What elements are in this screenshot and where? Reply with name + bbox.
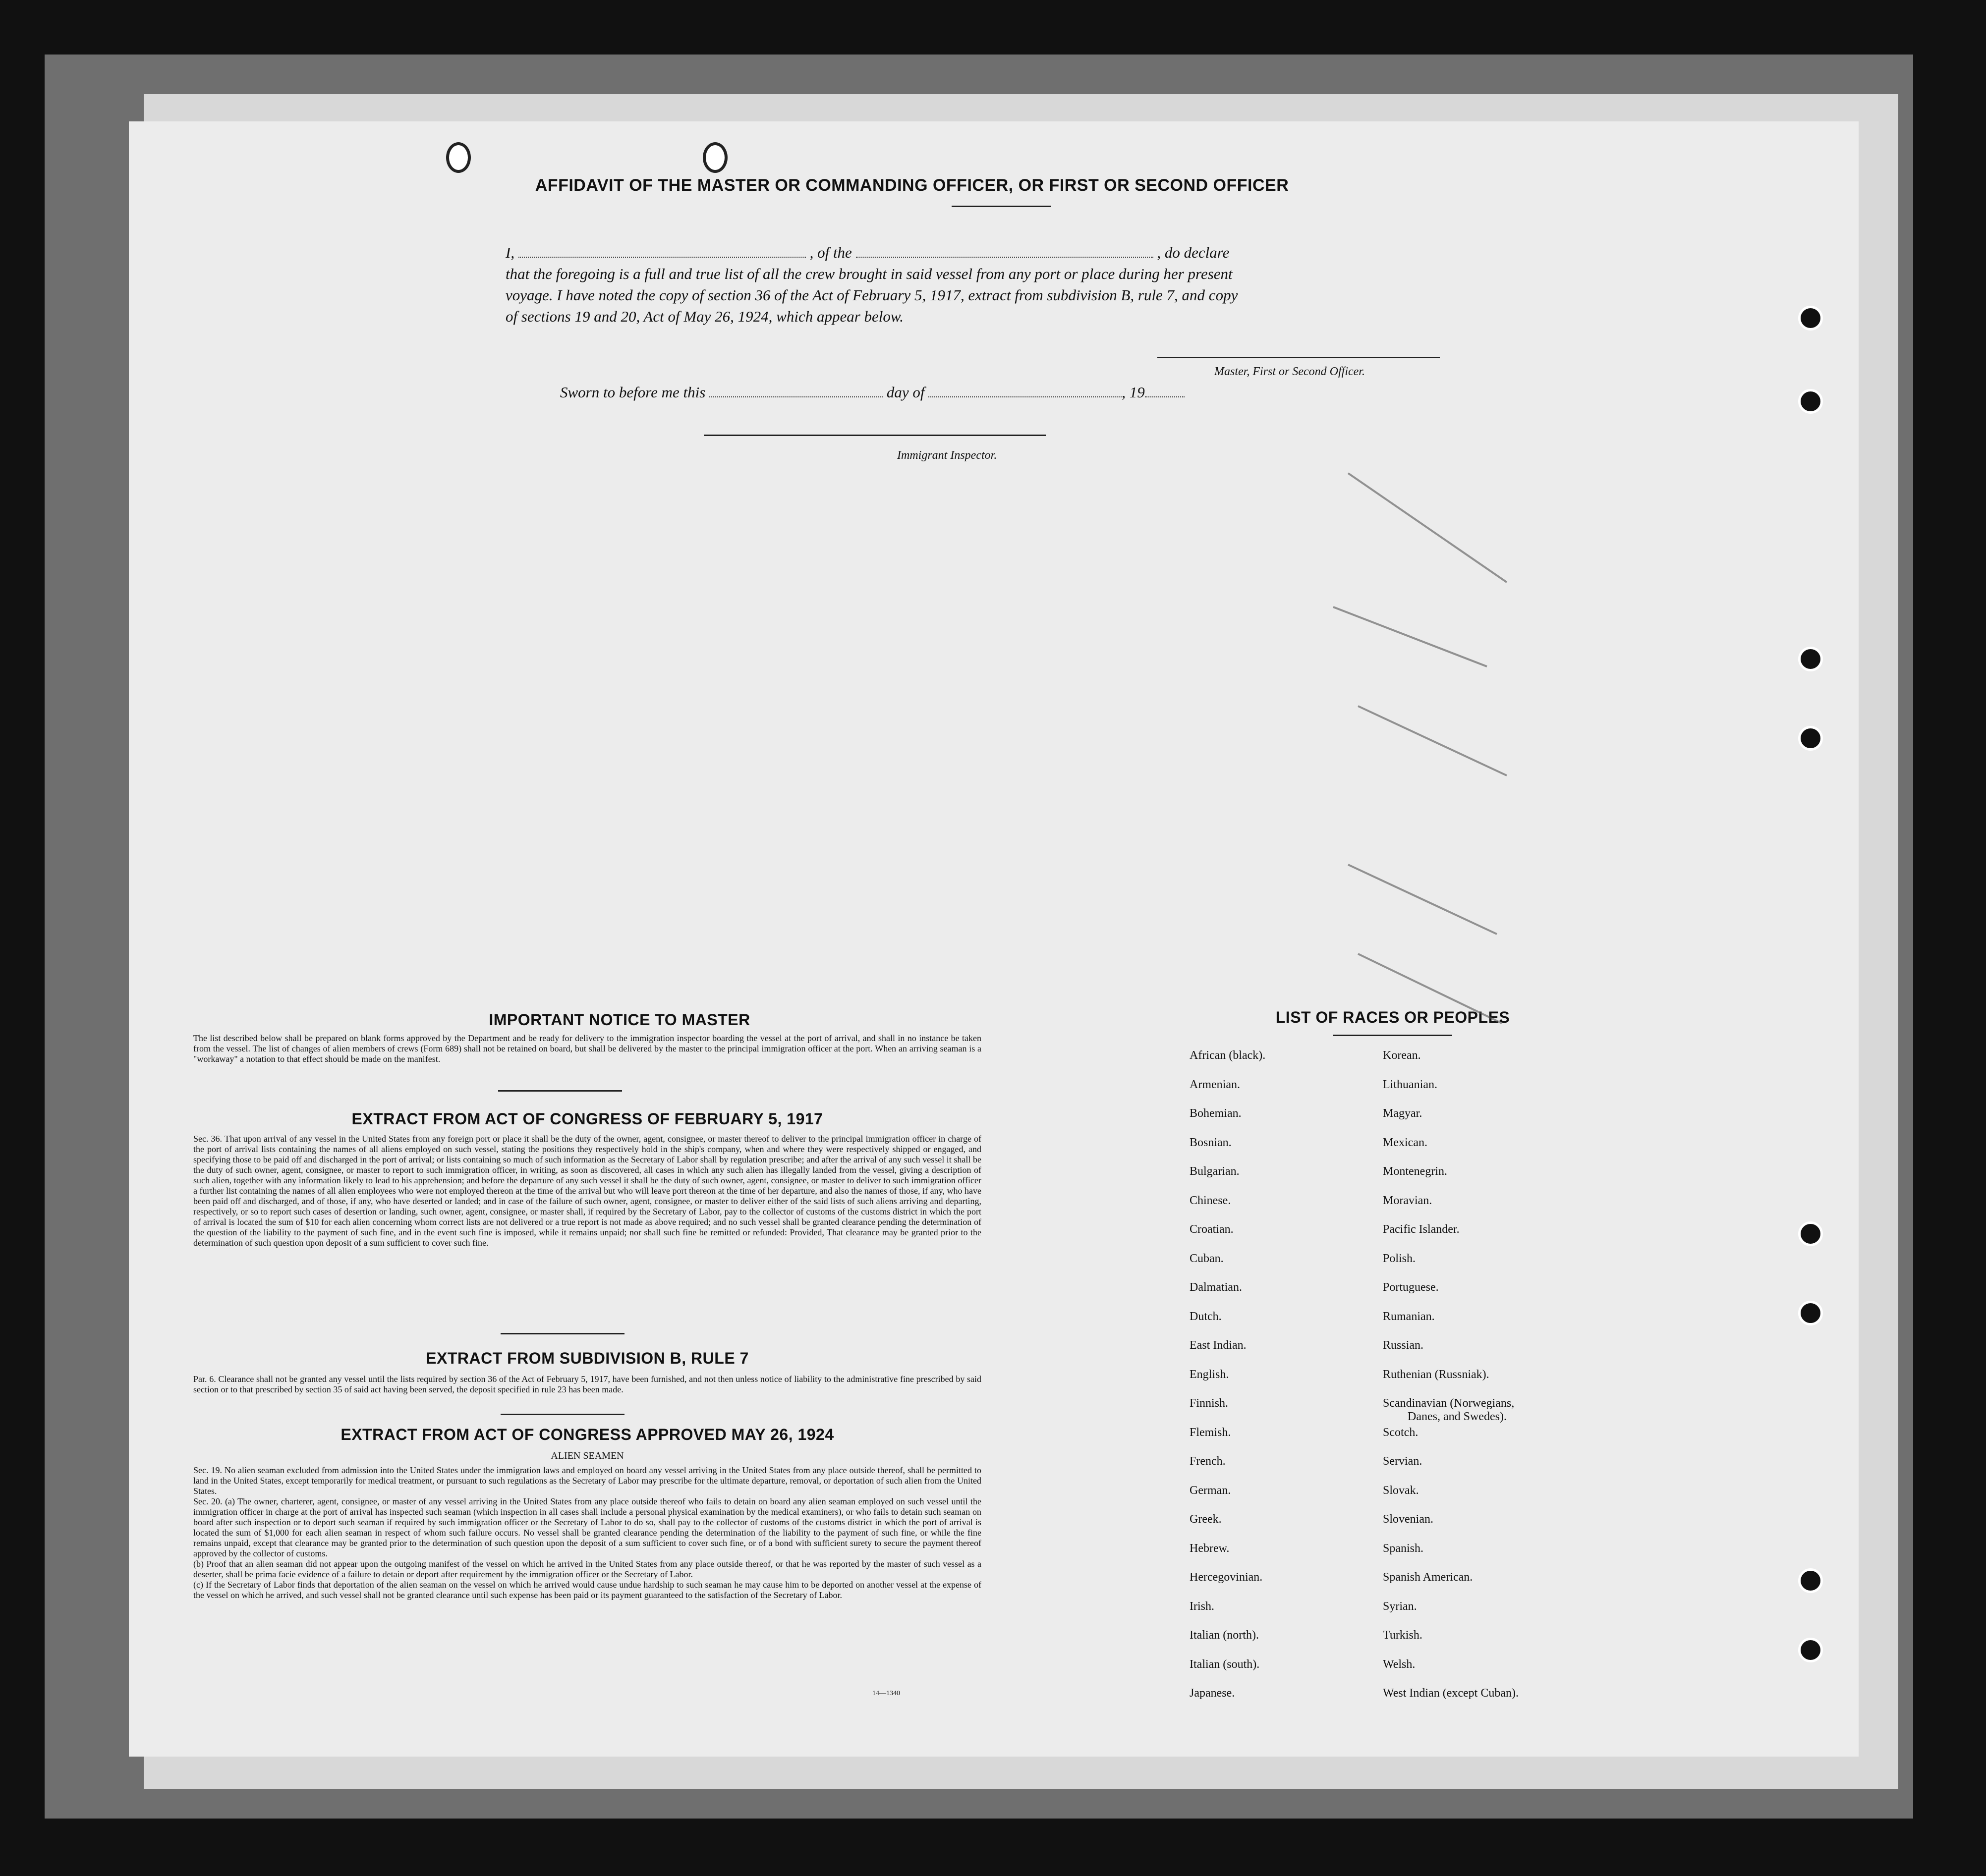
race-item: French. [1190, 1455, 1226, 1468]
divider [498, 1090, 622, 1092]
declare-of: , of the [809, 244, 852, 261]
binder-hole [1798, 306, 1823, 331]
binder-hole [1798, 1221, 1823, 1246]
binder-hole [1798, 726, 1823, 751]
notice-body: The list described below shall be prepared on blank forms approved by the Department and be ready for delivery to the immigration inspector boarding the vessel at the port of arrival, and shall in no instance be taken from the vessel. The list of changes of alien members of crews (Form 689) shall not be retained on board, but shall be delivered by the master to the principal immigration officer at the port. When an arriving seaman is a "workaway" a notation to that effect should be made on the manifest. [193, 1033, 981, 1064]
race-item: Dutch. [1190, 1310, 1222, 1323]
binder-hole [1798, 389, 1823, 414]
document-page [129, 121, 1859, 1757]
divider [501, 1333, 624, 1334]
race-item: Montenegrin. [1383, 1165, 1447, 1178]
race-item: Korean. [1383, 1049, 1421, 1062]
sec20a-text: Sec. 20. (a) The owner, charterer, agent, consignee, or master of any vessel arriving in the United States from any place outside thereof who fails to detain on board any alien seaman employed on such vessel until the immigration officer in charge at the port of arrival has inspected such seaman (which inspection in all cases shall include a personal physical examination by the medical examiners), or who fails to detain such seaman on board after such inspection or to deport such seaman if required by such immigration officer or the Secretary of Labor to do so, shall pay to the collector of customs of the customs district in which the port of arrival is located the sum of $1,000 for each alien seaman in respect of whom such failure occurs. No vessel shall be granted clearance pending the determination of the liability to the payment of such fine, or while the fine remains unpaid, except that clearance may be granted prior to the determination of such question upon the deposit of a sum sufficient to cover such fine, or of a bond with sufficient surety to secure the payment thereof approved by the collector of customs. [193, 1496, 981, 1558]
extract-1924-body [193, 1465, 981, 1600]
extract-1917-body: Sec. 36. That upon arrival of any vessel in the United States from any foreign port or place it shall be the duty of the owner, agent, consignee, or master thereof to deliver to the principal immigration officer in charge of the port of arrival lists containing the names of all aliens employed on such vessel, stating the positions they respectively hold in the ship's company, when and where they were respectively shipped or engaged, and specifying those to be paid off and discharged in the port of arrival; or lists containing so much of such information as the Secretary of Labor shall by regulation prescribe; and after the arrival of any such vessel it shall be the duty of such owner, agent, consignee, or master to report to such immigration officer, in writing, as soon as discovered, all cases in which any such alien has illegally landed from the vessel, giving a description of such alien, together with any information likely to lead to his apprehension; and before the departure of any such vessel it shall be the duty of such owner, agent, consignee, or master to deliver to such immigration officer a further list containing the names of all alien employees who were not employed thereon at the time of the arrival but who will leave port thereon at the time of her departure, and also the names of those, if any, who have been paid off and discharged, and of those, if any, who have deserted or landed; and in case of the failure of such owner, agent, consignee, or master to deliver either of the said lists of such aliens arriving and departing, respectively, or so to report such cases of desertion or landing, such owner, agent, consignee, or master shall, if required by the Secretary of Labor, pay to the collector of customs of the customs district in which the port of arrival is located the sum of $10 for each alien concerning whom correct lists are not delivered or a true report is not made as above required; and no such vessel shall be granted clearance pending the determination of the question of the liability to the payment of such fine, and in the event such fine is imposed, while it remains unpaid; nor shall such fine be remitted or refunded: Provided, That clearance may be granted prior to the determination of such question upon deposit of a sum sufficient to cover such fine. [193, 1134, 981, 1248]
sworn-month-blank [928, 386, 1122, 397]
race-item: Dalmatian. [1190, 1281, 1242, 1294]
sec20b-text: (b) Proof that an alien seaman did not appear upon the outgoing manifest of the vessel on which he arrived in the United States from any place outside thereof, or that he was reported by the master of such vessel as a deserter, shall be prima facie evidence of a failure to detain or deport after requirement by the immigration officer or the Secretary of Labor. [193, 1559, 981, 1579]
divider [952, 206, 1051, 207]
race-item: Hercegovinian. [1190, 1571, 1263, 1584]
races-title: LIST OF RACES OR PEOPLES [1275, 1008, 1510, 1026]
affidavit-title: AFFIDAVIT OF THE MASTER OR COMMANDING OFFICER, OR FIRST OR SECOND OFFICER [535, 176, 1289, 195]
race-item: Lithuanian. [1383, 1078, 1437, 1091]
sworn-year-blank [1145, 386, 1185, 397]
race-item: Ruthenian (Russniak). [1383, 1368, 1489, 1381]
race-item: Greek. [1190, 1513, 1222, 1526]
race-item: Servian. [1383, 1455, 1422, 1468]
inspector-signature-line [704, 435, 1046, 436]
sworn-text: Sworn to before me this [560, 384, 706, 401]
extract-1917-title: EXTRACT FROM ACT OF CONGRESS OF FEBRUARY 5, 1917 [351, 1110, 823, 1128]
race-item: Irish. [1190, 1600, 1214, 1613]
vessel-blank [856, 246, 1153, 258]
race-item: Russian. [1383, 1339, 1424, 1352]
sworn-line [560, 383, 1403, 402]
declaration-line-4: of sections 19 and 20, Act of May 26, 1924, which appear below. [506, 308, 904, 325]
race-item: Welsh. [1383, 1657, 1416, 1671]
race-item: Bohemian. [1190, 1107, 1242, 1120]
race-item: Finnish. [1190, 1397, 1229, 1410]
extract-1924-title: EXTRACT FROM ACT OF CONGRESS APPROVED MAY 26, 1924 [340, 1426, 834, 1443]
race-item: Bosnian. [1190, 1136, 1232, 1149]
race-item: Armenian. [1190, 1078, 1240, 1091]
sec20c-text: (c) If the Secretary of Labor finds that deportation of the alien seaman on the vessel on which he arrived would cause undue hardship to such seaman he may cause him to be deported on another vessel at the expense of the vessel on which he arrived, and such vessel shall not be granted clearance until such expense has been paid or its payment guaranteed to the satisfaction of the Secretary of Labor. [193, 1580, 981, 1600]
binder-hole [1798, 647, 1823, 671]
day-of: day of [886, 384, 925, 401]
race-item: Mexican. [1383, 1136, 1427, 1149]
divider [501, 1414, 624, 1415]
binder-hole [446, 142, 471, 173]
race-item: Spanish. [1383, 1542, 1424, 1555]
race-item: Pacific Islander. [1383, 1223, 1460, 1236]
race-item: Portuguese. [1383, 1281, 1439, 1294]
form-number: 14—1340 [872, 1690, 900, 1697]
race-item: Slovak. [1383, 1484, 1419, 1497]
notice-title: IMPORTANT NOTICE TO MASTER [489, 1011, 750, 1029]
declaration-line-2: that the foregoing is a full and true list of all the crew brought in said vessel from any port or place during her present [506, 265, 1233, 282]
race-item: East Indian. [1190, 1339, 1247, 1352]
master-signature-line [1157, 357, 1440, 358]
race-item: Bulgarian. [1190, 1165, 1240, 1178]
race-item-continuation: Danes, and Swedes). [1408, 1410, 1507, 1423]
binder-hole [1798, 1638, 1823, 1662]
race-item: German. [1190, 1484, 1231, 1497]
race-item: Syrian. [1383, 1600, 1417, 1613]
binder-hole [1798, 1301, 1823, 1325]
race-item: Rumanian. [1383, 1310, 1435, 1323]
race-item: Spanish American. [1383, 1571, 1473, 1584]
race-item: African (black). [1190, 1049, 1266, 1062]
race-item: Scandinavian (Norwegians, [1383, 1397, 1515, 1410]
binder-hole [1798, 1568, 1823, 1593]
declare-end: , do declare [1157, 244, 1230, 261]
race-item: Turkish. [1383, 1629, 1422, 1642]
race-item: Croatian. [1190, 1223, 1234, 1236]
alien-seamen-subtitle: ALIEN SEAMEN [551, 1450, 624, 1461]
rule7-title: EXTRACT FROM SUBDIVISION B, RULE 7 [426, 1349, 749, 1367]
declaration-line-3: voyage. I have noted the copy of section 36 of the Act of February 5, 1917, extract from subdivision B, rule 7, and copy [506, 286, 1238, 304]
race-item: Cuban. [1190, 1252, 1224, 1265]
race-item: Scotch. [1383, 1426, 1419, 1439]
sec19-text: Sec. 19. No alien seaman excluded from admission into the United States under the immigration laws and employed on board any vessel arriving in the United States from any place outside thereof, shall be permitted to land in the United States, except temporarily for medical treatment, or pursuant to such regulations as the Secretary of Labor may prescribe for the ultimate departure, removal, or deportation of such alien from the United States. [193, 1465, 981, 1496]
pen-marks [1318, 419, 1566, 1112]
binder-hole [703, 142, 728, 173]
inspector-label: Immigrant Inspector. [897, 449, 997, 462]
declare-i: I, [506, 244, 515, 261]
sworn-day-blank [709, 386, 883, 397]
race-item: Japanese. [1190, 1687, 1235, 1700]
race-item: English. [1190, 1368, 1229, 1381]
race-item: Hebrew. [1190, 1542, 1230, 1555]
master-signature-label: Master, First or Second Officer. [1214, 365, 1365, 378]
race-item: Polish. [1383, 1252, 1416, 1265]
name-blank [518, 246, 806, 258]
race-item: Chinese. [1190, 1194, 1231, 1207]
year-prefix: , 19 [1122, 384, 1145, 401]
race-item: Magyar. [1383, 1107, 1422, 1120]
declaration-line-1 [506, 243, 1497, 263]
race-item: Moravian. [1383, 1194, 1432, 1207]
race-item: West Indian (except Cuban). [1383, 1687, 1519, 1700]
race-item: Italian (south). [1190, 1657, 1260, 1671]
race-item: Slovenian. [1383, 1513, 1433, 1526]
rule7-body: Par. 6. Clearance shall not be granted any vessel until the lists required by section 36 of the Act of February 5, 1917, have been furnished, and not then unless notice of liability to the administrative fine prescribed by said section or to that prescribed by section 35 of said act having been served, the deposit specified in rule 23 has been made. [193, 1374, 981, 1394]
race-item: Italian (north). [1190, 1629, 1259, 1642]
race-item: Flemish. [1190, 1426, 1231, 1439]
